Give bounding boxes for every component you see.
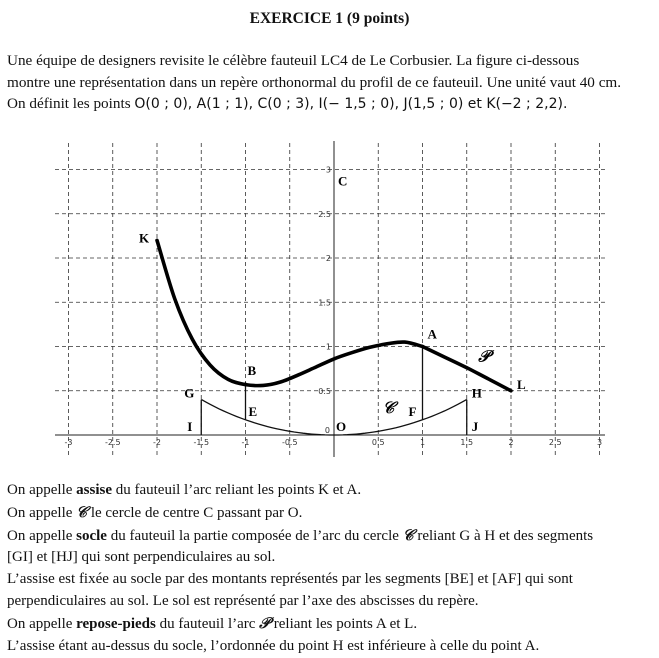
def-repose-pieds [7, 613, 655, 636]
def-condition: L’assise étant au-dessus du socle, l’ordonnée du point H est inférieure à celle du point A. [7, 637, 540, 654]
def-montants-cont: perpendiculaires au sol. Le sol est représenté par l’axe des abscisses du repère. [7, 592, 479, 609]
x-tick-label: 2.5 [548, 438, 562, 447]
x-tick-label: -3 [64, 438, 73, 447]
pied-curve-label: 𝒫 [478, 346, 490, 366]
point-label-B: B [247, 362, 257, 378]
point-label-I: I [187, 419, 193, 434]
origin-tick-label: 0 [324, 426, 330, 435]
point-label-L: L [517, 376, 526, 392]
text: reliant G à H et des segments [413, 527, 594, 544]
term-assise: assise [76, 482, 112, 498]
y-tick-label: 3 [325, 165, 331, 175]
tick-labels [65, 166, 603, 448]
intro-line-2: montre une représentation dans un repère orthonormal du profil de ce fauteuil. Une unité vaut 40 cm. [7, 73, 622, 91]
def-socle-cont: [GI] et [HJ] qui sont perpendiculaires au sol. [7, 549, 276, 566]
x-tick-label: -1 [241, 438, 250, 447]
text: du fauteuil l’arc [155, 615, 260, 632]
x-tick-label: 0.5 [371, 438, 385, 447]
intro-text [7, 50, 655, 116]
text: On appelle [7, 615, 77, 632]
text: reliant les points A et L. [270, 615, 418, 632]
point-label-G: G [184, 385, 195, 401]
text: le cercle de centre C passant par O. [87, 504, 303, 521]
x-tick-label: -2.5 [104, 438, 121, 447]
text: On appelle [7, 482, 77, 498]
text: On appelle [7, 527, 77, 544]
x-tick-label: 1.5 [460, 438, 474, 447]
text: du fauteuil la partie composée de l’arc du cercle [106, 527, 403, 544]
chair-profile-figure [45, 137, 615, 467]
def-assise [7, 480, 655, 502]
point-label-F: F [408, 403, 417, 419]
points-definition: O(0 ; 0), A(1 ; 1), C(0 ; 3), I(− 1,5 ; 0), J(1,5 ; 0) et K(−2 ; 2,2). [134, 96, 568, 112]
point-label-J: J [471, 419, 479, 434]
intro-line-1: Une équipe de designers revisite le célèbre fauteuil LC4 de Le Corbusier. La figure ci-dessous [7, 52, 580, 69]
point-label-A: A [427, 326, 437, 342]
def-circle [7, 502, 655, 525]
point-labels [139, 174, 526, 435]
point-label-H: H [471, 385, 482, 401]
term-socle: socle [76, 527, 107, 544]
x-tick-label: -0.5 [281, 438, 298, 447]
y-tick-label: 1.5 [318, 298, 331, 308]
x-tick-label: 3 [596, 438, 603, 447]
exercise-title: EXERCICE 1 (9 points) [249, 10, 410, 27]
definitions-text [7, 480, 655, 657]
intro-line-3-prefix: On définit les points [7, 95, 135, 112]
x-tick-label: -2 [153, 438, 161, 447]
def-montants: L’assise est fixée au socle par des montants représentés par les segments [BE] et [AF] qui sont [7, 571, 573, 588]
x-tick-label: -1.5 [193, 438, 210, 447]
symbol-circle: 𝒞 [402, 525, 414, 544]
point-label-K: K [139, 230, 150, 246]
x-tick-label: 1 [419, 438, 426, 447]
def-socle [7, 525, 655, 548]
y-tick-label: 1 [325, 342, 331, 352]
y-tick-label: 0.5 [318, 386, 331, 396]
point-label-E: E [248, 403, 258, 419]
text: du fauteuil l’arc reliant les points K et A. [111, 482, 362, 498]
y-tick-label: 2.5 [318, 209, 331, 219]
term-repose-pieds: repose-pieds [76, 615, 156, 632]
intro-line-3 [7, 93, 655, 116]
symbol-pied: 𝒫 [259, 613, 270, 632]
circle-label: 𝒞 [382, 397, 395, 417]
point-label-O: O [336, 419, 347, 434]
point-label-C: C [338, 173, 348, 189]
text: On appelle [7, 504, 77, 521]
symbol-circle: 𝒞 [76, 502, 88, 521]
y-tick-label: 2 [325, 254, 331, 263]
x-tick-label: 2 [508, 438, 514, 447]
